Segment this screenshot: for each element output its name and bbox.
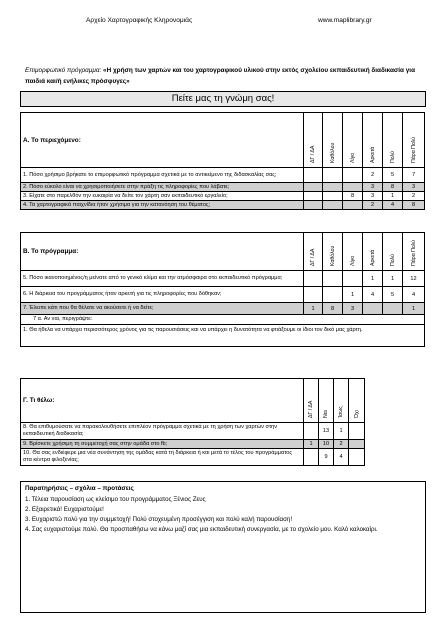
column-header: ΔΓ / ΔΑ: [308, 400, 314, 418]
table-row: [21, 287, 425, 303]
section-c-title: Γ. Τι θέλω:: [21, 379, 304, 423]
feedback-banner: Πείτε μας τη γνώμη σας!: [20, 91, 426, 107]
section-a-table: [20, 112, 425, 210]
answer-count: 7: [403, 168, 425, 183]
comment-item: 2. Εξαιρετικά! Ευχαριστούμε!: [25, 506, 104, 513]
table-row: [21, 192, 425, 201]
answer-count: 10: [319, 440, 334, 449]
question-text: 3. Είχατε στο παρελθόν την ευκαιρία να δείτε τον χάρτη σαν εκπαιδευτικό εργαλείο;: [21, 192, 304, 201]
answer-count: 8: [343, 192, 363, 201]
column-header: Πάρα Πολύ: [410, 240, 417, 266]
open-question-answer: 1. Θα ήθελα να υπάρχει περισσότερος χρόνος για τις παρουσιάσεις και να υπάρχει η δυνατότητα να φτιάξουμε οι ίδιοι τον δικό μας χάρτη.: [21, 325, 425, 347]
answer-count: [349, 423, 365, 440]
column-header: Ναι: [323, 410, 329, 418]
column-header: Πάρα Πολύ: [410, 137, 417, 163]
program-title: «Η χρήση των χαρτών και του χαρτογραφικού υλικού στην εκτός σχολείου εκπαιδευτική διαδικασία για παιδιά και/ή ενήλικες πρόσφυγες»: [25, 67, 416, 85]
answer-count: 2: [334, 440, 349, 449]
answer-count: [323, 287, 343, 303]
open-answer-row: [21, 325, 425, 347]
column-header: Καθόλου: [329, 245, 336, 266]
answer-count: 1: [383, 271, 403, 287]
program-intro: [25, 65, 423, 87]
column-header: Ίσως: [338, 406, 344, 418]
table-row: [21, 201, 425, 210]
comment-item: 3. Ευχαριστώ πολύ για την συμμετοχή! Πολύ στοχευμένη προσέγγιση και πολύ καλή παρουσίαση!: [25, 516, 293, 523]
answer-count: 1: [363, 271, 383, 287]
comments-title: Παρατηρήσεις – σχόλια – προτάσεις: [25, 485, 134, 492]
answer-count: [304, 183, 323, 192]
table-row: [21, 271, 425, 287]
answer-count: [304, 201, 323, 210]
answer-count: 1: [304, 303, 323, 315]
answer-count: [349, 440, 365, 449]
answer-count: [343, 271, 363, 287]
table-row: [21, 303, 425, 315]
answer-count: 4: [403, 287, 425, 303]
column-header: Καθόλου: [329, 142, 336, 163]
question-text: 10. Θα σας ενδιέφερε μια νέα συνάντηση της ομάδας κατά τη διάρκεια ή και μετά το τέλος του προγράμματος στα κέντρα φιλοξενίας;: [21, 449, 304, 466]
answer-count: 4: [363, 287, 383, 303]
answer-count: [343, 201, 363, 210]
column-header: ΔΓ / ΔΑ: [310, 248, 316, 266]
answer-count: 4: [383, 201, 403, 210]
comment-item: 1. Τέλεια παρουσίαση ως κλείσιμο του προγράμματος Ξένιος Ζευς: [25, 496, 206, 503]
column-header: Αρκετά: [369, 249, 376, 266]
table-row: [21, 183, 425, 192]
column-header: Όχι: [353, 410, 360, 418]
column-header: Αρκετά: [369, 146, 376, 163]
answer-count: [304, 449, 319, 466]
answer-count: 5: [383, 287, 403, 303]
answer-count: 2: [363, 201, 383, 210]
table-row: [21, 423, 365, 440]
answer-count: [323, 201, 343, 210]
answer-count: [349, 449, 365, 466]
question-text: 2. Πόσο εύκολο είναι να χρησιμοποιήσετε στην πράξη τις πληροφορίες που λάβατε;: [21, 183, 304, 192]
answer-count: [304, 192, 323, 201]
table-row: [21, 168, 425, 183]
answer-count: 3: [363, 192, 383, 201]
column-header: Πολύ: [389, 254, 396, 266]
answer-count: 1: [403, 303, 425, 315]
answer-count: [304, 423, 319, 440]
comments-box: [20, 481, 426, 613]
question-text: 7. Έλειπε κάτι που θα θέλατε να ακούσετε ή να δείτε;: [21, 303, 304, 315]
section-b-table: [20, 232, 425, 347]
answer-count: 8: [403, 201, 425, 210]
section-c-table: [20, 378, 365, 466]
answer-count: 3: [403, 183, 425, 192]
answer-count: [304, 168, 323, 183]
answer-count: [304, 287, 323, 303]
answer-count: 1: [343, 287, 363, 303]
section-b-title: Β. Το πρόγραμμα:: [21, 233, 304, 271]
answer-count: [383, 303, 403, 315]
answer-count: 1: [383, 192, 403, 201]
column-header: Λίγο: [349, 255, 356, 266]
table-row: [21, 440, 365, 449]
answer-count: [343, 183, 363, 192]
answer-count: 3: [363, 183, 383, 192]
answer-count: [323, 271, 343, 287]
question-text: 9. Βρίσκετε χρήσιμη τη συμμετοχή σας στην ομάδα στο fb;: [21, 440, 304, 449]
answer-count: 2: [363, 168, 383, 183]
table-row: [21, 449, 365, 466]
answer-count: [343, 168, 363, 183]
comment-item: 4. Σας ευχαριστούμε πολύ. Θα προσπαθήσω να κάνω μαζί σας μια εκπαιδευτική συνεργασία, με το σχολείο μου. Καλό καλοκαίρι.: [25, 526, 378, 533]
answer-count: 8: [383, 183, 403, 192]
answer-count: 13: [319, 423, 334, 440]
question-text: 1. Πόσο χρήσιμο βρήκατε το επιμορφωτικό πρόγραμμα σχετικά με το αντικείμενο της διδασκαλίας σας;: [21, 168, 304, 183]
archive-name: Αρχείο Χαρτογραφικής Κληρονομιάς: [86, 17, 193, 24]
question-text: 8. Θα επιθυμούσατε να παρακολουθήσετε επιπλέον πρόγραμμα σχετικά με τη χρήση των χαρτών στην εκπαιδευτική διαδικασία;: [21, 423, 304, 440]
question-text: 6. Η διάρκεια του προγράμματος ήταν αρκετή για τις πληροφορίες που δόθηκαν;: [21, 287, 304, 303]
answer-count: [323, 168, 343, 183]
site-url[interactable]: www.maplibrary.gr: [318, 17, 372, 24]
answer-count: 3: [343, 303, 363, 315]
question-text: 4. Τα χαρτογραφικά παιχνίδια ήταν χρήσιμα για την κατανόηση του θέματος;: [21, 201, 304, 210]
answer-count: 2: [403, 192, 425, 201]
answer-count: 8: [323, 303, 343, 315]
answer-count: 12: [403, 271, 425, 287]
answer-count: [323, 192, 343, 201]
answer-count: 1: [304, 440, 319, 449]
answer-count: 1: [334, 423, 349, 440]
answer-count: 5: [383, 168, 403, 183]
answer-count: 4: [334, 449, 349, 466]
column-header: ΔΓ / ΔΑ: [310, 145, 316, 163]
question-text: 5. Πόσο ικανοποιημένος/η μείνατε από το γενικό κλίμα και την ατμόσφαιρα στο εκπαιδευτικό πρόγραμμα;: [21, 271, 304, 287]
answer-count: 9: [319, 449, 334, 466]
column-header: Λίγο: [349, 152, 356, 163]
open-question-row: [21, 315, 425, 325]
open-question-label: 7 α. Αν ναι, περιγράψτε:: [21, 315, 425, 325]
column-header: Πολύ: [389, 151, 396, 163]
section-a-title: Α. Το περιεχόμενο:: [21, 113, 304, 168]
answer-count: [304, 271, 323, 287]
program-label: Επιμορφωτικό πρόγραμμα:: [25, 67, 102, 74]
answer-count: [323, 183, 343, 192]
answer-count: [363, 303, 383, 315]
